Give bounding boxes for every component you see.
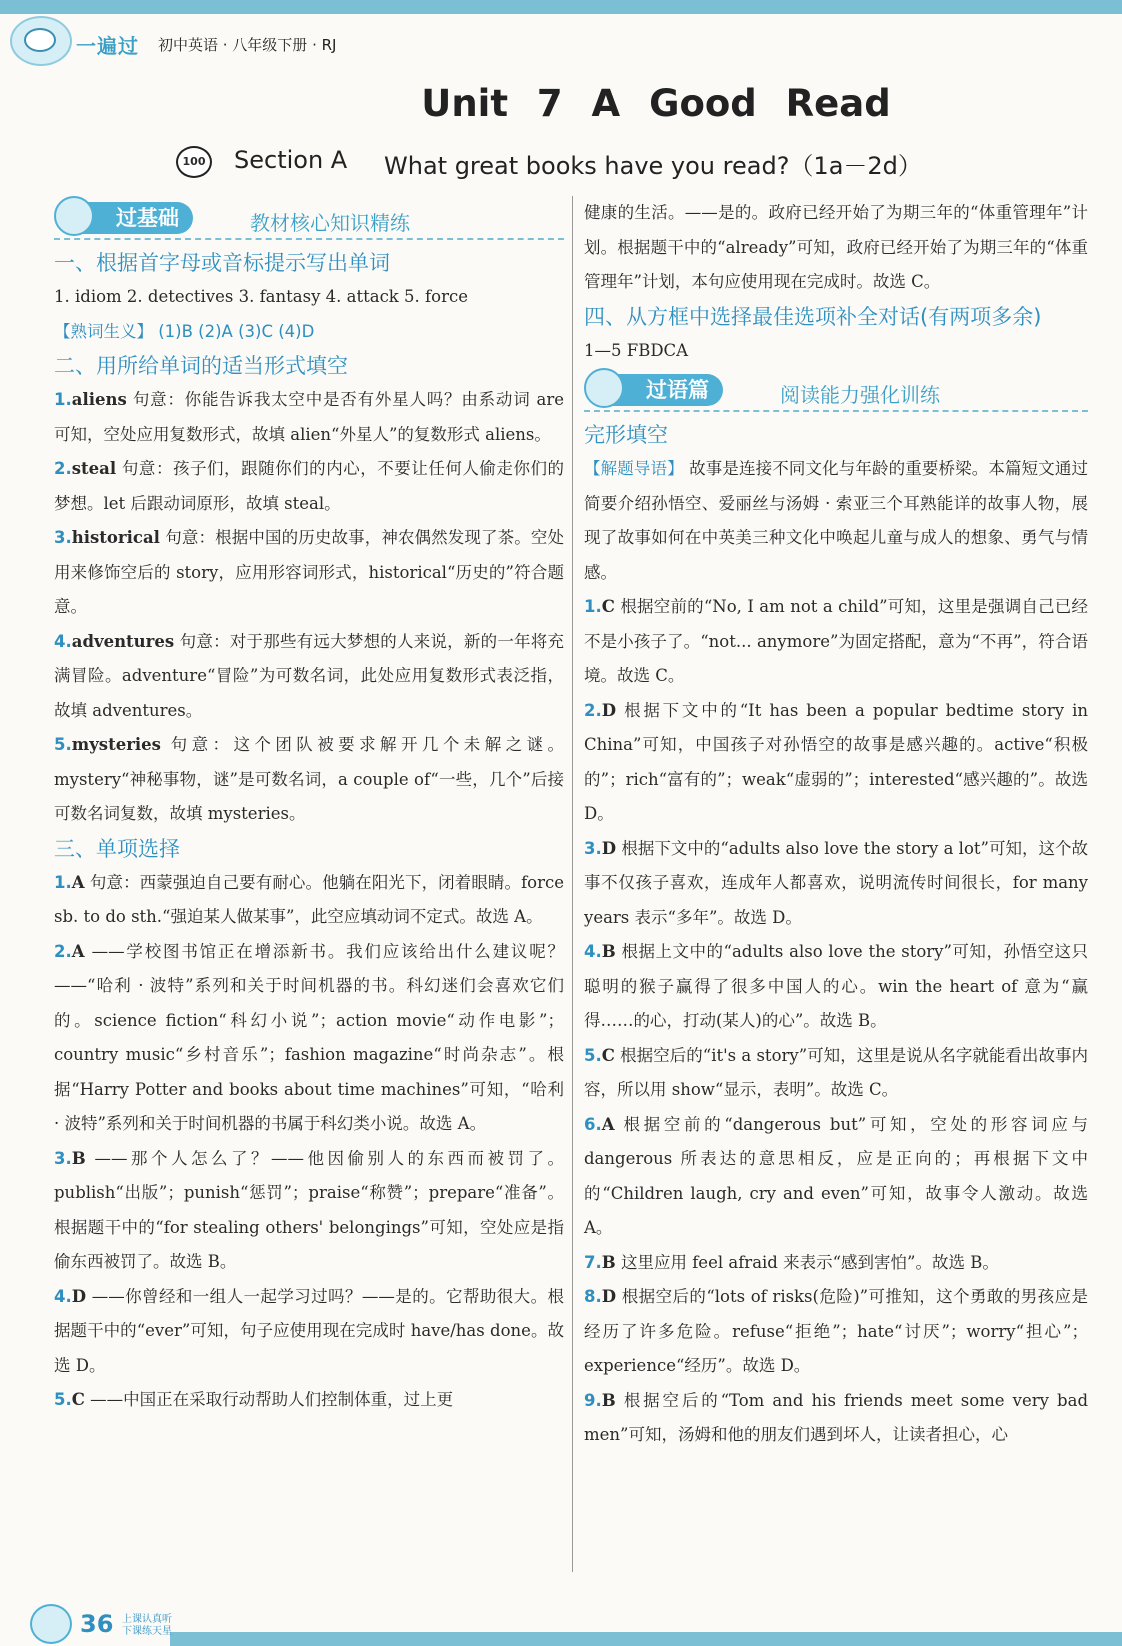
dashed-rule [54, 238, 564, 240]
answer-item [54, 625, 564, 729]
item-answer: D [601, 700, 617, 720]
guide-text: 故事是连接不同文化与年龄的重要桥梁。本篇短文通过简要介绍孙悟空、爱丽丝与汤姆 · 索亚三个耳熟能详的故事人物，展现了故事如何在中英美三种文化中唤起儿童与成人的想象、勇气与情感。 [584, 459, 1088, 582]
item-explanation: ——那个人怎么了？——他因偷别人的东西而被罚了。publish“出版”；punish“惩罚”；praise“称赞”；prepare“准备”。根据题干中的“for stealing others' belongings”可知，空处应是指偷东西被罚了。故选 B。 [54, 1148, 564, 1271]
answer-item [584, 694, 1088, 832]
item-answer: A [71, 941, 85, 961]
answer-item [54, 383, 564, 452]
item-explanation: 根据空前的“No, I am not a child”可知，这里是强调自己已经不是小孩子了。“not... anymore”为固定搭配，意为“不再”，符合语境。故选 C。 [584, 597, 1088, 685]
item-explanation: 句意：根据中国的历史故事，神农偶然发现了茶。空处用来修饰空后的 story，应用形容词形式，historical“历史的”符合题意。 [54, 528, 565, 616]
answer-item [54, 1383, 564, 1418]
item-explanation: 根据下文中的“adults also love the story a lot”可知，这个故事不仅孩子喜欢，连成年人都喜欢，说明流传时间很长，for many years 表示“多年”。故选 D。 [584, 838, 1089, 927]
guide-label: 【解题导语】 [584, 459, 684, 478]
answer-item [54, 935, 564, 1142]
item-answer: steal [71, 459, 117, 478]
item-explanation: 根据下文中的“It has been a popular bedtime story in China”可知，中国孩子对孙悟空的故事是感兴趣的。active“积极的”；rich“富有的”；weak“虚弱的”；interested“感兴趣的”。故选 D。 [584, 700, 1089, 823]
reading-banner [584, 368, 1088, 414]
heading-part-3: 三、单项选择 [54, 836, 180, 861]
heading-part-1: 一、根据首字母或音标提示写出单词 [54, 251, 390, 275]
item-number: 3. [54, 1148, 72, 1168]
item-number: 5. [54, 735, 72, 754]
footer-band [170, 1632, 1122, 1646]
heading-part-4: 四、从方框中选择最佳选项补全对话(有两项多余) [584, 304, 1042, 329]
item-answer: A [601, 1114, 615, 1134]
footer-mascot-icon [30, 1604, 72, 1644]
answer-item [584, 1039, 1088, 1108]
item-explanation: ——你曾经和一组人一起学习过吗？——是的。它帮助很大。根据题干中的“ever”可知，句子应使用现在完成时 have/has done。故选 D。 [54, 1286, 564, 1375]
section-label: Section A [234, 146, 348, 174]
item-number: 5. [584, 1045, 602, 1065]
item-explanation: 句意：你能告诉我太空中是否有外星人吗？由系动词 are 可知，空处应用复数形式，故填 alien“外星人”的复数形式 aliens。 [54, 390, 565, 444]
answer-item [584, 590, 1088, 694]
item-number: 2. [54, 459, 72, 478]
item-explanation: 根据空后的“it's a story”可知，这里是说从名字就能看出故事内容，所以用 show“显示，表明”。故选 C。 [584, 1045, 1088, 1099]
item-answer: B [601, 1390, 616, 1410]
mascot-face-icon [24, 28, 56, 52]
banner-tag: 过基础 [70, 202, 193, 234]
mascot-icon [54, 196, 94, 236]
left-column [54, 196, 564, 1418]
item-number: 1. [54, 872, 72, 892]
item-explanation: 句意：这个团队被要求解开几个未解之谜。mystery“神秘事物，谜”是可数名词，a couple of“一些，几个”后接可数名词复数，故填 mysteries。 [54, 735, 565, 823]
answer-item [584, 1246, 1088, 1281]
item-explanation: 这里应用 feel afraid 来表示“感到害怕”。故选 B。 [620, 1252, 999, 1272]
answer-item [584, 1108, 1088, 1246]
item-answer: C [601, 1045, 615, 1065]
item-explanation: 根据空前的“dangerous but”可知，空处的形容词应与 dangerous 所表达的意思相反，应是正向的；再根据下文中的“Children laugh, cry and even”可知，故事令人激动。故选 A。 [584, 1114, 1088, 1237]
item-number: 4. [54, 1286, 72, 1306]
unit-title: Unit 7 A Good Read [421, 82, 891, 125]
item-answer: C [601, 597, 615, 616]
answer-item [54, 728, 564, 832]
breadcrumb: 初中英语 · 八年级下册 · RJ [158, 36, 337, 54]
dashed-rule [584, 410, 1088, 412]
answer-item [54, 1280, 564, 1384]
part-4-answers: 1—5 FBDCA [584, 340, 689, 360]
item-answer: adventures [71, 631, 175, 651]
item-answer: D [601, 1287, 617, 1306]
item-answer: B [601, 942, 616, 961]
item-answer: B [601, 1252, 616, 1272]
item-answer: B [71, 1148, 86, 1168]
item-explanation: 句意：对于那些有远大梦想的人来说，新的一年将充满冒险。adventure“冒险”为可数名词，此处应用复数形式表泛指，故填 adventures。 [54, 631, 564, 720]
page-footer [0, 1600, 1122, 1646]
part-1-extra: 【熟词生义】 (1)B (2)A (3)C (4)D [54, 321, 315, 341]
banner-subtitle: 教材核心知识精练 [250, 211, 410, 235]
item-number: 7. [584, 1252, 602, 1272]
heading-part-2: 二、用所给单词的适当形式填空 [54, 354, 348, 378]
item-explanation: 根据上文中的“adults also love the story”可知，孙悟空这只聪明的猴子赢得了很多中国人的心。win the heart of 意为“赢得……的心，打动(某人)的心”。故选 B。 [584, 942, 1089, 1030]
item-answer: mysteries [71, 735, 161, 754]
item-number: 3. [584, 838, 602, 858]
item-explanation: 句意：西蒙强迫自己要有耐心。他躺在阳光下，闭着眼睛。force sb. to do sth.“强迫某人做某事”，此空应填动词不定式。故选 A。 [54, 872, 565, 926]
answer-item [54, 521, 564, 625]
item-number: 2. [584, 700, 602, 720]
footer-note: 上课认真听 下课练天星 [122, 1614, 172, 1637]
answer-item [584, 935, 1088, 1039]
item-answer: historical [71, 528, 160, 547]
banner-subtitle: 阅读能力强化训练 [780, 383, 940, 407]
item-number: 5. [54, 1390, 72, 1409]
brand-name: 一遍过 [76, 34, 139, 58]
answer-item [584, 832, 1088, 936]
banner-tag: 过语篇 [600, 374, 723, 406]
section-question: What great books have you read?（1a－2d） [384, 152, 922, 180]
top-band [0, 0, 1122, 14]
item-explanation: 根据空后的“lots of risks(危险)”可推知，这个勇敢的男孩应是经历了许多危险。refuse“拒绝”；hate“讨厌”；worry“担心”；experience“经历”。故选 D。 [584, 1287, 1089, 1375]
section-badge-icon: 100 [176, 146, 212, 178]
section-heading [0, 146, 1122, 182]
item-number: 6. [584, 1114, 602, 1134]
item-explanation: ——中国正在采取行动帮助人们控制体重，过上更 [90, 1390, 454, 1409]
item-answer: aliens [71, 390, 127, 409]
guide-paragraph [584, 452, 1088, 590]
page-number: 36 [80, 1610, 114, 1638]
item-number: 3. [54, 528, 72, 547]
item-answer: C [71, 1390, 85, 1409]
answer-item [54, 1142, 564, 1280]
item-explanation: 根据空后的“Tom and his friends meet some very bad men”可知，汤姆和他的朋友们遇到坏人，让读者担心，心 [584, 1390, 1089, 1444]
item-answer: A [71, 872, 85, 892]
item-explanation: ——学校图书馆正在增添新书。我们应该给出什么建议呢？——“哈利 · 波特”系列和关于时间机器的书。科幻迷们会喜欢它们的。science fiction“科幻小说”；action movie“动作电影”；country music“乡村音乐”；fashion magazine“时尚杂志”。根据“Harry Potter and books about time machines”可知，“哈利 · 波特”系列和关于时间机器的书属于科幻类小说。故选 A。 [54, 941, 565, 1133]
mascot-icon [584, 368, 624, 408]
item-number: 8. [584, 1287, 602, 1306]
item-number: 1. [584, 597, 602, 616]
page-header [0, 14, 1122, 66]
right-column [584, 196, 1088, 1453]
answer-item [584, 1384, 1088, 1453]
item-number: 2. [54, 941, 72, 961]
continued-text: 健康的生活。——是的。政府已经开始了为期三年的“体重管理年”计划。根据题干中的“already”可知，政府已经开始了为期三年的“体重管理年”计划，本句应使用现在完成时。故选 C。 [584, 203, 1088, 291]
item-number: 1. [54, 390, 72, 409]
answer-item [54, 452, 564, 521]
item-answer: D [71, 1286, 87, 1306]
item-number: 4. [54, 631, 72, 651]
answer-item [54, 866, 564, 935]
item-number: 4. [584, 942, 602, 961]
part-1-answers: 1. idiom 2. detectives 3. fantasy 4. attack 5. force [54, 287, 468, 306]
heading-cloze: 完形填空 [584, 423, 668, 447]
basics-banner [54, 196, 564, 242]
item-number: 9. [584, 1390, 602, 1410]
answer-item [584, 1280, 1088, 1384]
column-divider [572, 196, 573, 1572]
item-answer: D [601, 838, 617, 858]
item-explanation: 句意：孩子们，跟随你们的内心，不要让任何人偷走你们的梦想。let 后跟动词原形，故填 steal。 [54, 459, 565, 513]
